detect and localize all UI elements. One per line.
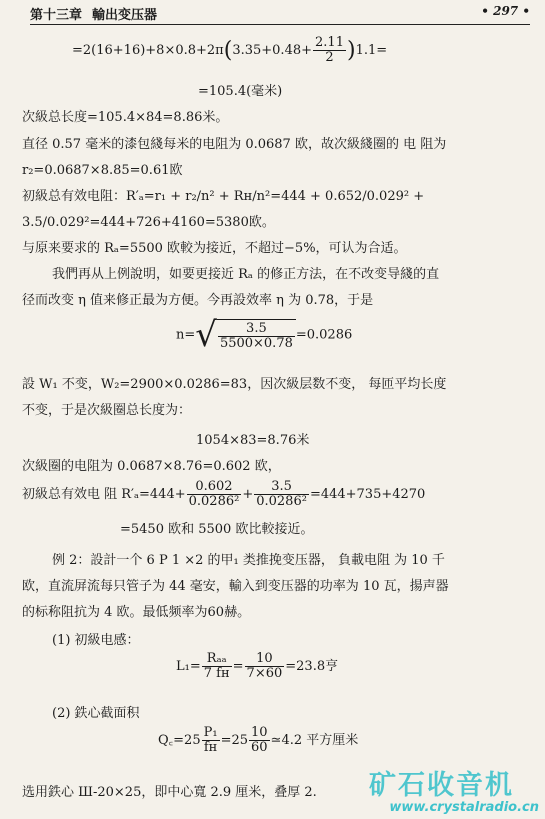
item-heading: (2) 鉄心截面积 [52, 706, 140, 721]
equation-core-area: Q꜀=25 $\frac{\text{P₁}}{fн}$ =25 $\frac{10}{60}$ ≃4.2 平方厘米 [158, 725, 359, 755]
equation-l1: L₁= $\frac{\text{Rₐₐ}}{7 fн}$ = $\frac{10}{7\times 60}$ =23.8亨 [176, 651, 339, 681]
example-line: 例 2：設計一个 6 P 1 ×2 的甲₁ 类推挽变压器， 負載电阻 为 10 千 [52, 553, 445, 568]
equation-total-resistance: 初級总有效电 阻 R′ₐ=444+ $\frac{0.602}{\text{0.0286²}}$ + $\frac{3.5}{\text{0.0286²}}$ =444+735+4270 [22, 479, 426, 509]
text-line: 与原来要求的 Rₐ=5500 欧較为接近，不超过−5%，可认为合适。 [22, 241, 407, 256]
text-line: 直径 0.57 毫米的漆包綫每米的电阻为 0.0687 欧，故次級綫圈的 电 阻为 [22, 137, 447, 152]
equation-n: n=√ $\frac{3.5}{5500\times 0.78}$ =0.0286 [176, 315, 353, 355]
equation-total-length: =2(16+16)+8×0.8+2π(3.35+0.48+ $\frac{2.11}{2}$ )1.1= [72, 35, 388, 65]
text-line: 次級总长度=105.4×84=8.86米。 [22, 110, 229, 125]
paragraph-line: 我們再从上例說明，如要更接近 Rₐ 的修正方法，在不改变导綫的直 [52, 267, 440, 282]
paragraph-line: 設 W₁ 不变，W₂=2900×0.0286=83，因次級层数不变， 每匝平均长度 [22, 377, 447, 392]
fraction: $\frac{2.11}{2}$ [315, 35, 344, 65]
page-header [30, 2, 530, 25]
text-line: 次級圈的电阻为 0.0687×8.76=0.602 欧， [22, 459, 281, 474]
text-line: r₂=0.0687×8.85=0.61欧 [22, 163, 183, 178]
text-line: 初級总有效电阻：R′ₐ=r₁ + r₂/n² + Rн/n²=444 + 0.652/0.029² + [22, 189, 425, 204]
item-heading: (1) 初級电感： [52, 633, 140, 648]
paragraph-line: 径而改变 η 值来修正最为方便。今再設效率 η 为 0.78，于是 [22, 293, 374, 308]
chapter-title: 第十三章 輸出变压器 [30, 8, 158, 23]
paragraph-line: 不变，于是次級圈总长度为： [22, 403, 192, 418]
equation-result: =105.4(毫米) [198, 84, 283, 99]
page-number: • 297 • [481, 4, 530, 18]
square-root: √ $\frac{3.5}{5500\times 0.78}$ [195, 318, 296, 352]
text-line: 选用鉄心 Ш-20×25，即中心寬 2.9 厘米，叠厚 2. [22, 785, 317, 800]
equation-result: =5450 欧和 5500 欧比較接近。 [120, 522, 314, 537]
equation-length: 1054×83=8.76米 [196, 433, 310, 448]
text-line: 3.5/0.029²=444+726+4160=5380欧。 [22, 215, 275, 230]
example-line: 的标称阻抗为 4 欧。最低频率为60赫。 [22, 605, 251, 620]
watermark-logo: 矿石收音机 [369, 770, 514, 801]
watermark-url: www.crystalradio.cn [389, 800, 539, 815]
example-line: 欧，直流屏流每只管子为 44 毫安，輸入到变压器的功率为 10 瓦，揚声器 [22, 579, 449, 594]
